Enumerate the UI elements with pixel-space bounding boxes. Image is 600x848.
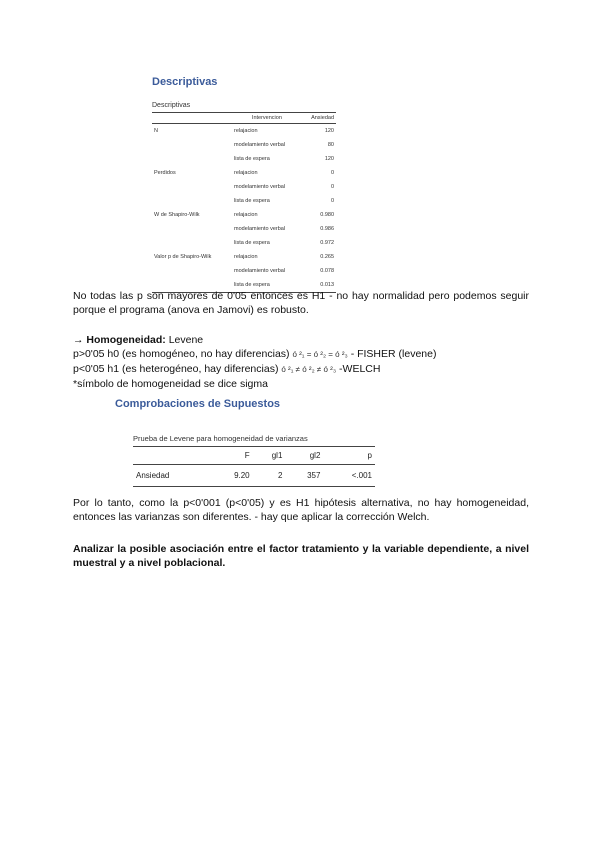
descriptivas-row [152,208,336,222]
h0-text: p>0'05 h0 (es homogéneo, no hay diferencias) [73,348,290,360]
descriptivas-cell: lista de espera [234,156,270,162]
task-instruction: Analizar la posible asociación entre el factor tratamiento y la variable dependiente, a nivel muestral y a nivel poblacional. [73,543,529,569]
descriptivas-cell: 0 [330,198,334,204]
h1-result: -WELCH [339,363,381,375]
descriptivas-col-header: Intervencion [232,113,302,124]
descriptivas-col-header: Ansiedad [302,113,336,124]
descriptivas-cell: N [154,128,158,134]
levene-table-caption: Prueba de Levene para homogeneidad de varianzas [133,434,308,443]
descriptivas-cell: lista de espera [232,278,302,293]
descriptivas-cell: 0.980 [320,212,334,218]
descriptivas-table-caption: Descriptivas [152,102,191,109]
descriptivas-cell: 0.013 [302,278,336,293]
descriptivas-cell: relajacion [234,128,258,134]
descriptivas-cell: lista de espera [234,198,270,204]
descriptivas-row [152,180,336,194]
levene-cell: 2 [253,465,286,487]
descriptivas-col-header [152,113,232,124]
descriptivas-row [152,138,336,152]
descriptivas-cell: W de Shapiro-Wilk [154,212,200,218]
descriptivas-cell [152,236,232,250]
descriptivas-cell: relajacion [234,170,258,176]
arrow-icon: → [73,334,84,346]
descriptivas-table [152,112,336,293]
descriptivas-cell: modelamiento verbal [234,184,286,190]
comprobaciones-heading: Comprobaciones de Supuestos [115,398,281,410]
h0-line [73,347,543,362]
descriptivas-row [152,236,336,250]
descriptivas-heading: Descriptivas [152,76,218,88]
descriptivas-cell: 0.972 [320,240,334,246]
homogeneity-section [73,333,543,391]
levene-data-row [133,465,375,487]
levene-col-header: p [323,447,375,465]
descriptivas-row [152,194,336,208]
descriptivas-cell: modelamiento verbal [234,226,286,232]
h1-line [73,362,543,377]
levene-cell: Ansiedad [133,465,210,487]
descriptivas-cell: 0.078 [320,268,334,274]
levene-cell: 357 [285,465,323,487]
descriptivas-cell: modelamiento verbal [234,142,286,148]
levene-col-header: gl2 [285,447,323,465]
descriptivas-cell: 0 [330,184,334,190]
descriptivas-cell: Valor p de Shapiro-Wilk [154,254,212,260]
descriptivas-row [152,264,336,278]
descriptivas-cell: modelamiento verbal [234,268,286,274]
descriptivas-cell [152,180,232,194]
descriptivas-table-body [152,124,336,293]
sigma-note: *símbolo de homogeneidad se dice sigma [73,378,268,390]
descriptivas-cell [152,222,232,236]
descriptivas-cell: Perdidos [154,170,176,176]
descriptivas-cell: relajacion [234,254,258,260]
levene-col-header [133,447,210,465]
descriptivas-header-row [152,113,336,124]
descriptivas-row [152,222,336,236]
descriptivas-cell [152,138,232,152]
h1-text: p<0'05 h1 (es heterogéneo, hay diferencias) [73,363,279,375]
levene-cell: 9.20 [210,465,252,487]
levene-header-row [133,447,375,465]
levene-col-header: gl1 [253,447,286,465]
descriptivas-cell: relajacion [234,212,258,218]
descriptivas-cell: 120 [324,128,334,134]
descriptivas-row [152,152,336,166]
descriptivas-cell: 0.986 [320,226,334,232]
homogeneity-title-line [73,333,543,347]
h0-sigma-symbols: ó ²₁ = ó ²₂ = ó ²₃ [292,350,348,359]
descriptivas-cell [152,152,232,166]
descriptivas-cell: 120 [324,156,334,162]
descriptivas-cell [152,264,232,278]
descriptivas-row [152,124,336,139]
descriptivas-cell: 0 [330,170,334,176]
levene-col-header: F [210,447,252,465]
levene-cell: <.001 [323,465,375,487]
descriptivas-cell: 80 [327,142,334,148]
descriptivas-row [152,250,336,264]
h1-sigma-symbols: ó ²₁ ≠ ó ²₂ ≠ ó ²₃ [281,365,337,374]
homogeneity-method: Levene [168,334,204,346]
descriptivas-row [152,166,336,180]
h0-result: - FISHER (levene) [350,348,437,360]
descriptivas-cell [152,194,232,208]
levene-table [133,446,375,487]
descriptivas-cell: lista de espera [234,240,270,246]
levene-conclusion-paragraph: Por lo tanto, como la p<0'001 (p<0'05) y es H1 hipótesis alternativa, no hay homogeneidad, entonces las varianzas son diferentes. - hay que aplicar la corrección Welch. [73,497,529,523]
descriptivas-cell: 0.265 [320,254,334,260]
normality-conclusion-paragraph: No todas las p son mayores de 0'05 entonces es H1 - no hay normalidad pero podemos seguir porque el programa (anova en Jamovi) es robusto. [73,290,529,316]
homogeneity-title: Homogeneidad: [86,334,166,346]
